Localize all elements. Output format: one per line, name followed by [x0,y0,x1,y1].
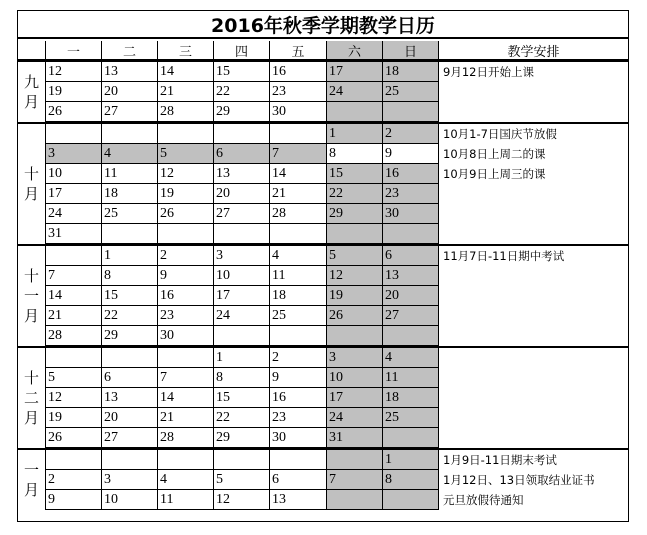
day-cell: 15 [214,388,270,408]
empty-day-cell [270,326,327,346]
empty-day-cell [46,348,102,368]
day-cell: 17 [327,62,383,82]
empty-day-cell [327,326,383,346]
day-cell: 3 [327,348,383,368]
day-cell: 17 [214,286,270,306]
day-cell: 23 [270,82,327,102]
day-cell: 19 [158,184,214,204]
day-cell: 24 [327,408,383,428]
empty-day-cell [383,224,439,244]
day-cell: 15 [327,164,383,184]
day-cell: 31 [46,224,102,244]
day-cell: 6 [214,144,270,164]
day-cell: 29 [102,326,158,346]
day-cell: 20 [102,82,158,102]
day-cell: 6 [102,368,158,388]
weekday-header: 二 [102,41,158,60]
day-cell: 23 [383,184,439,204]
day-cell: 21 [46,306,102,326]
day-cell: 16 [383,164,439,184]
day-cell: 15 [102,286,158,306]
empty-day-cell [327,224,383,244]
day-cell: 20 [214,184,270,204]
day-cell: 8 [214,368,270,388]
day-cell: 14 [46,286,102,306]
day-cell: 14 [158,388,214,408]
day-cell: 20 [383,286,439,306]
day-cell: 12 [46,388,102,408]
day-cell: 26 [46,428,102,448]
day-cell: 13 [270,490,327,510]
day-cell: 26 [158,204,214,224]
day-cell: 15 [214,62,270,82]
day-cell: 31 [327,428,383,448]
day-cell: 10 [327,368,383,388]
day-cell: 6 [270,470,327,490]
day-cell: 18 [270,286,327,306]
day-cell: 2 [46,470,102,490]
empty-day-cell [158,450,214,470]
day-cell: 10 [46,164,102,184]
day-cell: 26 [46,102,102,122]
calendar-table [17,10,629,522]
day-cell: 8 [327,144,383,164]
day-cell: 13 [102,388,158,408]
day-cell: 20 [102,408,158,428]
day-cell: 19 [327,286,383,306]
day-cell: 7 [158,368,214,388]
day-cell: 3 [102,470,158,490]
empty-day-cell [102,450,158,470]
day-cell: 5 [158,144,214,164]
day-cell: 28 [46,326,102,346]
empty-day-cell [383,490,439,510]
empty-day-cell [327,490,383,510]
weekday-header: 一 [46,41,102,60]
day-cell: 22 [327,184,383,204]
day-cell: 12 [158,164,214,184]
day-cell: 11 [383,368,439,388]
empty-day-cell [158,224,214,244]
day-cell: 10 [102,490,158,510]
day-cell: 24 [214,306,270,326]
empty-day-cell [46,124,102,144]
day-cell: 4 [158,470,214,490]
day-cell: 28 [158,102,214,122]
month-label: 十 二 月 [18,348,46,448]
day-cell: 22 [214,82,270,102]
schedule-note: 10月9日上周三的课 [443,167,546,181]
day-cell: 8 [102,266,158,286]
empty-day-cell [383,326,439,346]
day-cell: 4 [102,144,158,164]
day-cell: 29 [214,428,270,448]
empty-day-cell [383,428,439,448]
empty-day-cell [214,224,270,244]
day-cell: 12 [214,490,270,510]
day-cell: 1 [102,246,158,266]
day-cell: 2 [383,124,439,144]
day-cell: 5 [327,246,383,266]
day-cell: 11 [158,490,214,510]
day-cell: 19 [46,408,102,428]
day-cell: 5 [46,368,102,388]
day-cell: 9 [270,368,327,388]
schedule-header: 教学安排 [439,41,628,60]
empty-day-cell [214,450,270,470]
day-cell: 16 [270,62,327,82]
weekday-header: 四 [214,41,270,60]
empty-day-cell [102,224,158,244]
day-cell: 18 [383,62,439,82]
schedule-note: 1月9日-11日期末考试 [443,453,557,467]
day-cell: 27 [102,428,158,448]
header-corner [18,41,46,60]
day-cell: 14 [270,164,327,184]
day-cell: 25 [270,306,327,326]
schedule-note: 1月12日、13日领取结业证书 [443,473,595,487]
day-cell: 19 [46,82,102,102]
day-cell: 29 [327,204,383,224]
weekday-header: 五 [270,41,327,60]
day-cell: 22 [102,306,158,326]
day-cell: 13 [214,164,270,184]
empty-day-cell [102,348,158,368]
day-cell: 24 [327,82,383,102]
month-label: 一 月 [18,450,46,510]
day-cell: 16 [158,286,214,306]
day-cell: 13 [383,266,439,286]
day-cell: 17 [327,388,383,408]
day-cell: 1 [383,450,439,470]
day-cell: 30 [383,204,439,224]
day-cell: 11 [270,266,327,286]
empty-day-cell [327,102,383,122]
empty-day-cell [102,124,158,144]
month-label: 十 一 月 [18,246,46,346]
empty-day-cell [214,326,270,346]
empty-day-cell [327,450,383,470]
empty-day-cell [270,124,327,144]
day-cell: 2 [270,348,327,368]
day-cell: 28 [270,204,327,224]
empty-day-cell [383,102,439,122]
day-cell: 9 [158,266,214,286]
day-cell: 14 [158,62,214,82]
month-label: 十 月 [18,124,46,244]
empty-day-cell [158,124,214,144]
day-cell: 11 [102,164,158,184]
day-cell: 25 [102,204,158,224]
day-cell: 30 [270,428,327,448]
day-cell: 6 [383,246,439,266]
empty-day-cell [158,348,214,368]
day-cell: 7 [327,470,383,490]
schedule-note: 元旦放假待通知 [443,493,524,507]
schedule-note: 10月8日上周二的课 [443,147,546,161]
day-cell: 17 [46,184,102,204]
weekday-header: 六 [327,41,383,60]
day-cell: 9 [383,144,439,164]
day-cell: 1 [327,124,383,144]
page-title: 2016年秋季学期教学日历 [18,11,628,39]
day-cell: 23 [158,306,214,326]
day-cell: 7 [46,266,102,286]
day-cell: 4 [383,348,439,368]
schedule-note: 10月1-7日国庆节放假 [443,127,557,141]
day-cell: 27 [383,306,439,326]
day-cell: 22 [214,408,270,428]
day-cell: 18 [102,184,158,204]
weekday-header: 三 [158,41,214,60]
day-cell: 27 [214,204,270,224]
day-cell: 21 [270,184,327,204]
weekday-header: 日 [383,41,439,60]
empty-day-cell [270,224,327,244]
empty-day-cell [214,124,270,144]
empty-day-cell [46,450,102,470]
day-cell: 3 [46,144,102,164]
day-cell: 26 [327,306,383,326]
day-cell: 10 [214,266,270,286]
schedule-note: 9月12日开始上课 [443,65,534,79]
month-label: 九 月 [18,62,46,122]
day-cell: 30 [270,102,327,122]
day-cell: 13 [102,62,158,82]
day-cell: 30 [158,326,214,346]
day-cell: 21 [158,408,214,428]
day-cell: 25 [383,82,439,102]
day-cell: 23 [270,408,327,428]
day-cell: 18 [383,388,439,408]
day-cell: 24 [46,204,102,224]
day-cell: 29 [214,102,270,122]
day-cell: 12 [327,266,383,286]
day-cell: 16 [270,388,327,408]
schedule-note: 11月7日-11日期中考试 [443,249,565,263]
day-cell: 21 [158,82,214,102]
day-cell: 4 [270,246,327,266]
day-cell: 7 [270,144,327,164]
empty-day-cell [46,246,102,266]
empty-day-cell [270,450,327,470]
day-cell: 12 [46,62,102,82]
day-cell: 8 [383,470,439,490]
day-cell: 2 [158,246,214,266]
day-cell: 5 [214,470,270,490]
day-cell: 27 [102,102,158,122]
day-cell: 25 [383,408,439,428]
day-cell: 1 [214,348,270,368]
day-cell: 9 [46,490,102,510]
day-cell: 28 [158,428,214,448]
day-cell: 3 [214,246,270,266]
